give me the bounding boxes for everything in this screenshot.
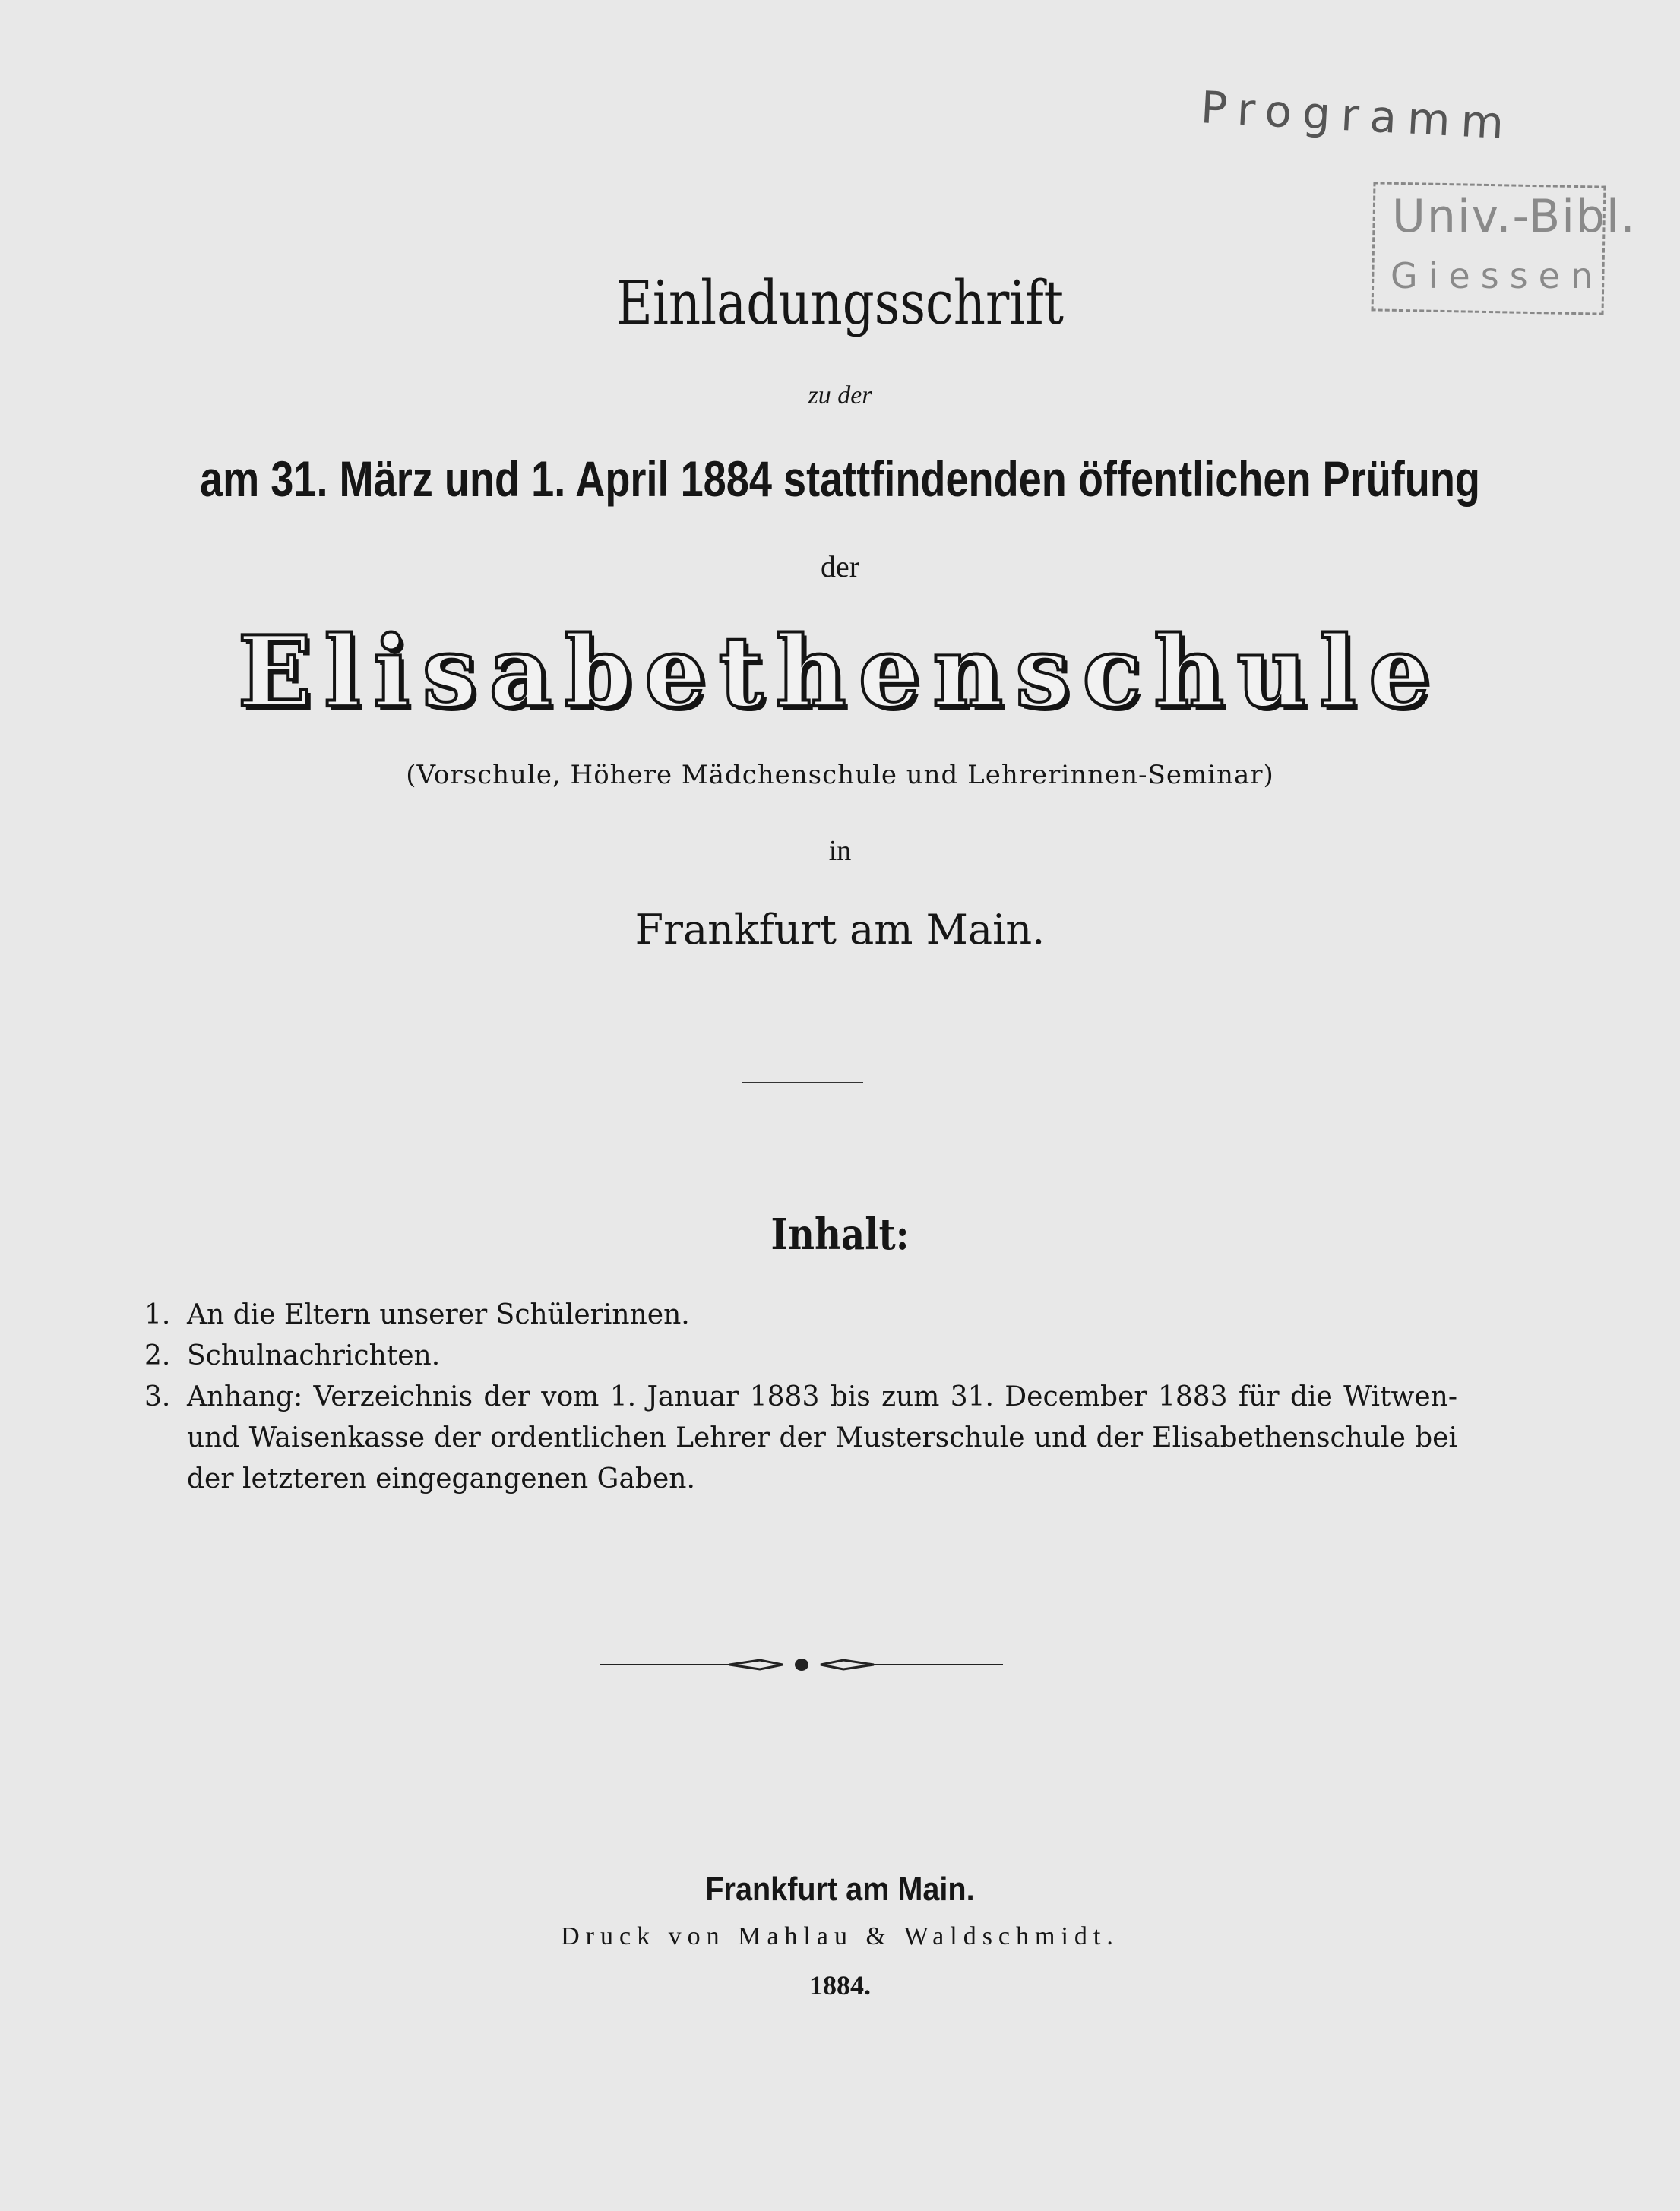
imprint-city: Frankfurt am Main. — [705, 1871, 975, 1908]
list-item — [144, 1336, 1457, 1377]
item-number: 3. — [144, 1381, 171, 1412]
in-line: in — [828, 835, 852, 867]
stamp-library: Univ.-Bibl. — [1392, 190, 1637, 243]
city-line: Frankfurt am Main. — [634, 906, 1046, 954]
ornament-divider — [600, 1653, 1003, 1676]
list-item — [144, 1295, 1457, 1336]
event-line: am 31. März und 1. April 1884 stattfindenden öffentlichen Prüfung — [200, 451, 1480, 507]
list-item — [144, 1377, 1457, 1500]
contents-list — [144, 1295, 1457, 1500]
item-text: An die Eltern unserer Schülerinnen. — [187, 1299, 690, 1330]
school-name: Elisabethenschule — [237, 615, 1443, 729]
stamp-city: Giessen — [1391, 255, 1604, 296]
divider-rule — [742, 1082, 863, 1083]
imprint-printer: Druck von Mahlau & Waldschmidt. — [561, 1922, 1119, 1950]
item-text: Schulnachrichten. — [187, 1340, 441, 1371]
imprint-year: 1884. — [809, 1970, 871, 2001]
item-number: 2. — [144, 1340, 171, 1371]
der-line: der — [820, 549, 860, 584]
stamp-programm: Programm — [1199, 81, 1516, 150]
page-title: Einladungsschrift — [616, 267, 1064, 338]
item-number: 1. — [144, 1299, 171, 1330]
intro-small: zu der — [808, 381, 872, 410]
item-text: Anhang: Verzeichnis der vom 1. Januar 1883 bis zum 31. December 1883 für die Witwen- und Waisenkasse der ordentlichen Lehrer der Musterschule und der Elisabethenschule bei der letzteren eingegangenen Gaben. — [187, 1381, 1457, 1495]
school-subtitle: (Vorschule, Höhere Mädchenschule und Lehrerinnen-Seminar) — [406, 760, 1274, 790]
contents-heading: Inhalt: — [770, 1210, 910, 1260]
